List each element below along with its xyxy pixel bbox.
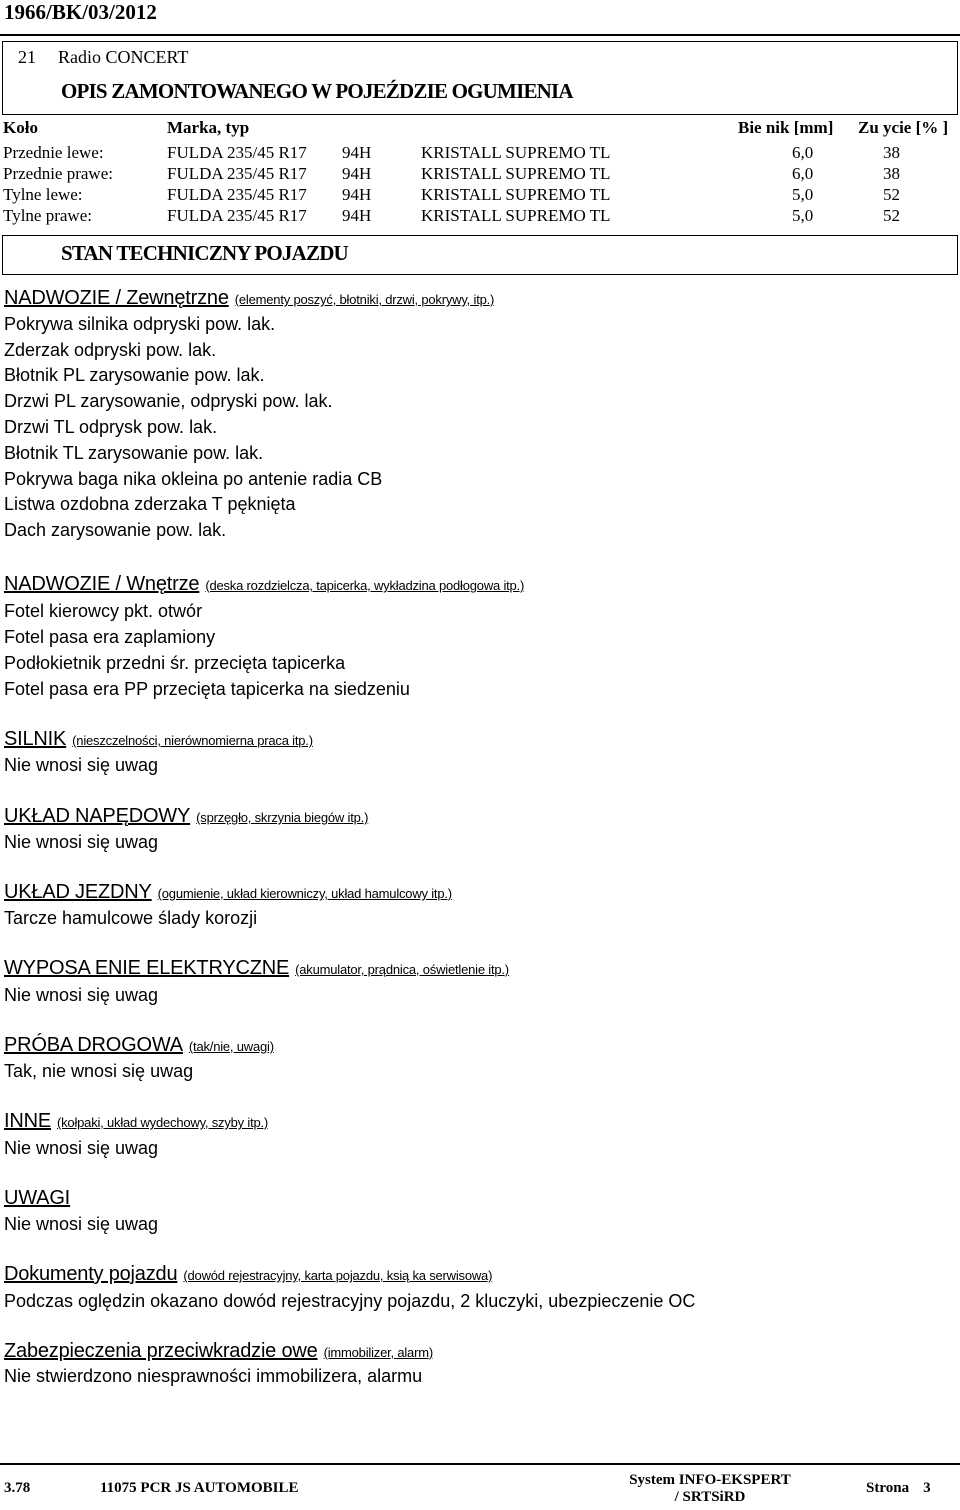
cell-tread: 6,0 (792, 164, 814, 183)
list-item: Fotel pasa era zaplamiony (4, 627, 216, 647)
list-item: Dach zarysowanie pow. lak. (4, 520, 227, 540)
section-chassis-heading: UKŁAD JEZDNY (ogumienie, układ kierowniczy, układ hamulcowy itp.) (4, 881, 452, 903)
section-drivetrain-heading: UKŁAD NAPĘDOWY (sprzęgło, skrzynia biegów itp.) (4, 805, 369, 827)
cell-load: 94H (342, 164, 372, 183)
table-row (0, 164, 960, 185)
cell-model: KRISTALL SUPREMO TL (421, 206, 611, 225)
cell-wear: 38 (883, 143, 900, 162)
cell-wear: 52 (883, 206, 900, 225)
section-exterior-heading: NADWOZIE / Zewnętrzne (elementy poszyć, błotniki, drzwi, pokrywy, itp.) (4, 287, 495, 309)
table-row (0, 206, 960, 227)
table-row (0, 143, 960, 164)
list-item: Listwa ozdobna zderzaka T pęknięta (4, 494, 296, 514)
list-item: Zderzak odpryski pow. lak. (4, 340, 217, 360)
cell-brand: FULDA 235/45 R17 (167, 206, 307, 225)
list-item: Nie stwierdzono niesprawności immobilizera, alarmu (4, 1366, 423, 1386)
section-other-heading: INNE (kołpaki, układ wydechowy, szyby itp.) (4, 1110, 269, 1132)
section-security-heading: Zabezpieczenia przeciwkradzie owe (immobilizer, alarm) (4, 1340, 433, 1362)
footer-system (615, 1472, 805, 1506)
section-engine-heading: SILNIK (nieszczelności, nierównomierna praca itp.) (4, 728, 313, 750)
cell-tread: 6,0 (792, 143, 814, 162)
footer-company: 11075 PCR JS AUTOMOBILE (100, 1480, 299, 1496)
list-item: Nie wnosi się uwag (4, 1138, 159, 1158)
tires-section-title: OPIS ZAMONTOWANEGO W POJEŹDZIE OGUMIENIA (61, 79, 573, 103)
cell-wear: 38 (883, 164, 900, 183)
col-header-wheel: Koło (3, 118, 38, 137)
document-id: 1966/BK/03/2012 (4, 0, 157, 24)
footer-divider (0, 1463, 960, 1465)
footer-version: 3.78 (4, 1480, 31, 1496)
list-item: Nie wnosi się uwag (4, 1214, 159, 1234)
section-documents-heading: Dokumenty pojazdu (dowód rejestracyjny, karta pojazdu, ksią ka serwisowa) (4, 1263, 493, 1285)
footer-page-number: 3 (923, 1480, 931, 1496)
vehicle-number: 21 (18, 47, 36, 67)
cell-tread: 5,0 (792, 185, 814, 204)
section-electrical-heading: WYPOSA ENIE ELEKTRYCZNE (akumulator, prądnica, oświetlenie itp.) (4, 957, 509, 979)
list-item: Podłokietnik przedni śr. przecięta tapicerka (4, 653, 346, 673)
list-item: Nie wnosi się uwag (4, 755, 159, 775)
list-item: Nie wnosi się uwag (4, 832, 159, 852)
cell-wheel: Tylne lewe: (3, 185, 83, 204)
list-item: Pokrywa silnika odpryski pow. lak. (4, 314, 276, 334)
cell-brand: FULDA 235/45 R17 (167, 164, 307, 183)
cell-model: KRISTALL SUPREMO TL (421, 143, 611, 162)
list-item: Pokrywa baga nika okleina po antenie radia CB (4, 469, 383, 489)
cell-load: 94H (342, 206, 372, 225)
cell-load: 94H (342, 143, 372, 162)
section-remarks-heading: UWAGI (4, 1187, 71, 1209)
footer-system-line1: System INFO-EKSPERT (629, 1472, 791, 1488)
vehicle-line (18, 47, 188, 68)
list-item: Tarcze hamulcowe ślady korozji (4, 908, 258, 928)
list-item: Fotel pasa era PP przecięta tapicerka na siedzeniu (4, 679, 410, 699)
col-header-brand: Marka, typ (167, 118, 250, 137)
list-item: Nie wnosi się uwag (4, 985, 159, 1005)
cell-wear: 52 (883, 185, 900, 204)
cell-tread: 5,0 (792, 206, 814, 225)
cell-model: KRISTALL SUPREMO TL (421, 185, 611, 204)
cell-model: KRISTALL SUPREMO TL (421, 164, 611, 183)
list-item: Tak, nie wnosi się uwag (4, 1061, 194, 1081)
section-interior-heading: NADWOZIE / Wnętrze (deska rozdzielcza, tapicerka, wykładzina podłogowa itp.) (4, 573, 525, 595)
cell-load: 94H (342, 185, 372, 204)
table-row (0, 185, 960, 206)
list-item: Podczas oględzin okazano dowód rejestracyjny pojazdu, 2 kluczyki, ubezpieczenie OC (4, 1291, 696, 1311)
footer-system-line2: / SRTSiRD (674, 1489, 746, 1505)
header-divider (0, 34, 960, 36)
cell-wheel: Tylne prawe: (3, 206, 92, 225)
section-road-test-heading: PRÓBA DROGOWA (tak/nie, uwagi) (4, 1034, 274, 1056)
list-item: Błotnik TL zarysowanie pow. lak. (4, 443, 264, 463)
footer-page (866, 1480, 931, 1497)
list-item: Drzwi PL zarysowanie, odpryski pow. lak. (4, 391, 333, 411)
col-header-tread: Bie nik [mm] (738, 118, 834, 137)
cell-brand: FULDA 235/45 R17 (167, 143, 307, 162)
vehicle-name: Radio CONCERT (58, 47, 189, 67)
footer-page-label: Strona (866, 1480, 910, 1496)
cell-brand: FULDA 235/45 R17 (167, 185, 307, 204)
cell-wheel: Przednie prawe: (3, 164, 113, 183)
state-section-title: STAN TECHNICZNY POJAZDU (61, 241, 348, 265)
list-item: Drzwi TL odprysk pow. lak. (4, 417, 218, 437)
cell-wheel: Przednie lewe: (3, 143, 104, 162)
col-header-wear: Zu ycie [% ] (858, 118, 949, 137)
list-item: Fotel kierowcy pkt. otwór (4, 601, 203, 621)
list-item: Błotnik PL zarysowanie pow. lak. (4, 365, 265, 385)
